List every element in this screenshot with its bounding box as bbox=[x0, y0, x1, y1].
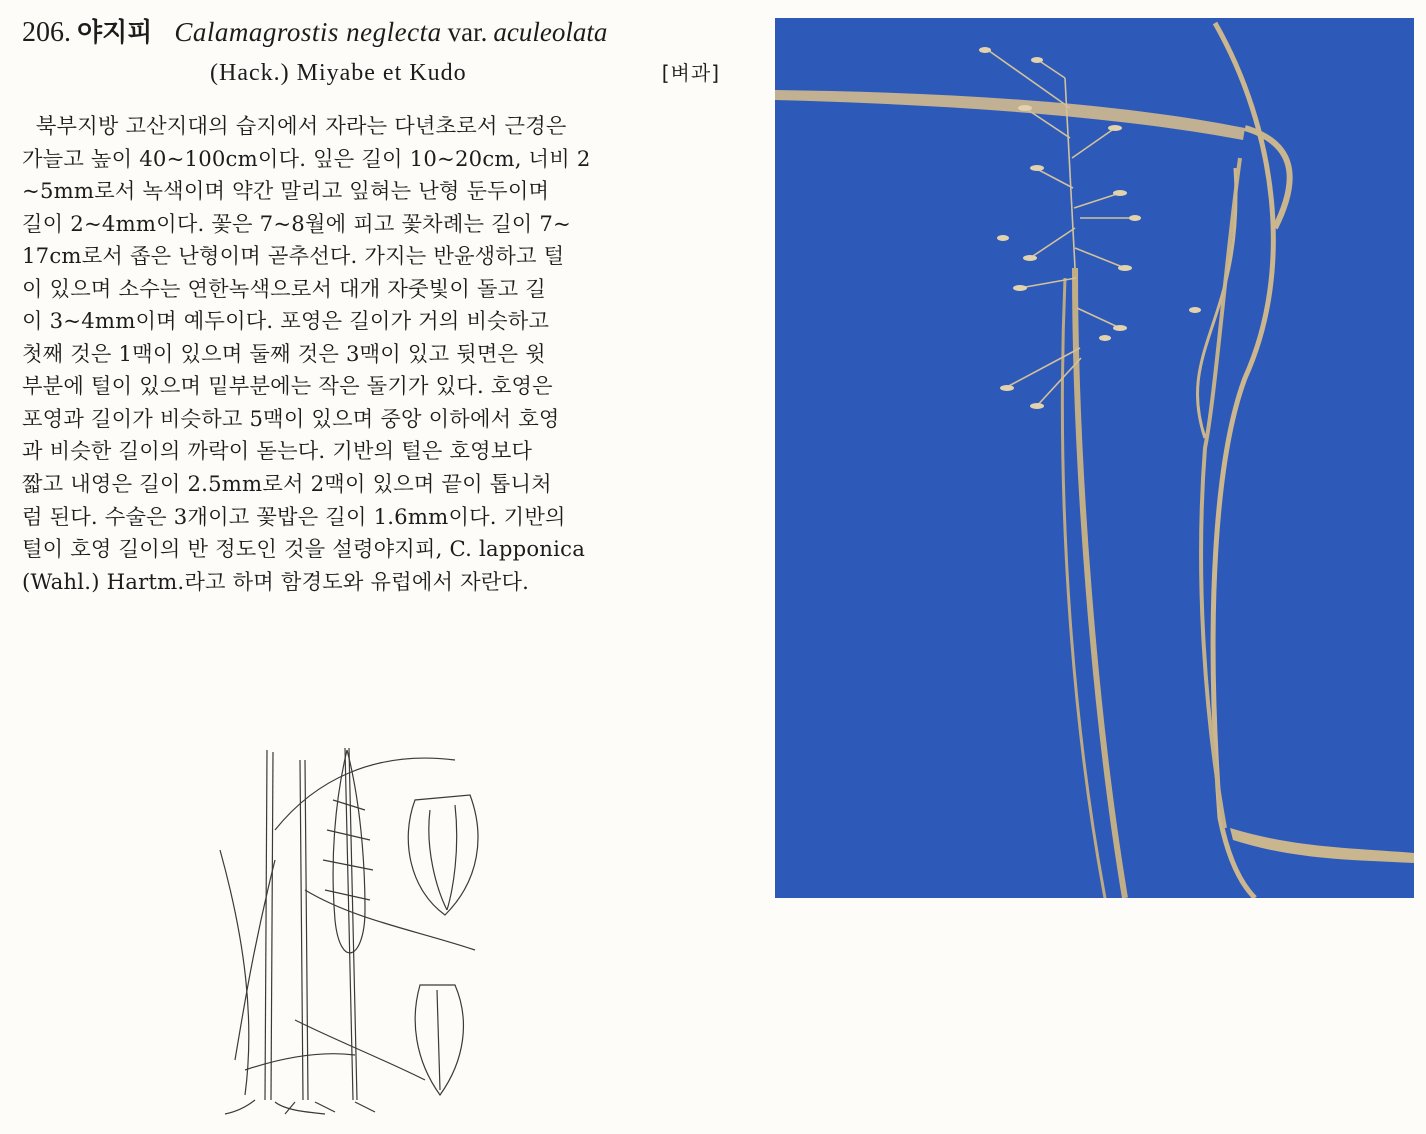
specimen-photo-image bbox=[775, 18, 1414, 898]
authority-line bbox=[210, 56, 720, 90]
description-line: 부분에 털이 있으며 밑부분에는 작은 돌기가 있다. 호영은 bbox=[22, 373, 553, 399]
description-line: ~5mm로서 녹색이며 약간 말리고 잎혀는 난형 둔두이며 bbox=[22, 178, 550, 204]
description-line: 럼 된다. 수술은 3개이고 꽃밥은 길이 1.6mm이다. 기반의 bbox=[22, 503, 566, 529]
description-line: 이 3~4mm이며 예두이다. 포영은 길이가 거의 비슷하고 bbox=[22, 308, 550, 334]
description-line: 첫째 것은 1맥이 있으며 둘째 것은 3맥이 있고 뒷면은 윗 bbox=[22, 340, 546, 366]
description bbox=[22, 110, 734, 598]
korean-name: 야지피 bbox=[77, 18, 153, 48]
description-line: 북부지방 고산지대의 습지에서 자라는 다년초로서 근경은 bbox=[22, 113, 567, 138]
family-name: [벼과] bbox=[661, 61, 720, 85]
species-number: 206. bbox=[22, 17, 71, 48]
botanical-illustration bbox=[215, 740, 495, 1115]
description-line: 길이 2~4mm이다. 꽃은 7~8월에 피고 꽃차례는 길이 7~ bbox=[22, 210, 571, 236]
description-line: 17cm로서 좁은 난형이며 곧추선다. 가지는 반윤생하고 털 bbox=[22, 243, 565, 269]
var-label: var. bbox=[447, 17, 488, 47]
description-line: 과 비슷한 길이의 까락이 돋는다. 기반의 털은 호영보다 bbox=[22, 438, 533, 464]
variety-name: aculeolata bbox=[493, 17, 608, 47]
description-line: 털이 호영 길이의 반 정도인 것을 설령야지피, C. lapponica bbox=[22, 536, 586, 562]
description-line: 짧고 내영은 길이 2.5mm로서 2맥이 있으며 끝이 톱니처 bbox=[22, 471, 552, 497]
title-line bbox=[22, 14, 722, 51]
description-line: 가늘고 높이 40~100cm이다. 잎은 길이 10~20cm, 너비 2 bbox=[22, 145, 591, 171]
scientific-name: Calamagrostis neglecta bbox=[174, 17, 442, 47]
description-line: (Wahl.) Hartm.라고 하며 함경도와 유럽에서 자란다. bbox=[22, 568, 530, 594]
authority: (Hack.) Miyabe et Kudo bbox=[210, 60, 467, 86]
botanical-illustration-image bbox=[215, 740, 495, 1115]
species-header bbox=[22, 14, 722, 86]
specimen-photo bbox=[775, 18, 1414, 898]
description-line: 포영과 길이가 비슷하고 5맥이 있으며 중앙 이하에서 호영 bbox=[22, 405, 560, 431]
description-line: 이 있으며 소수는 연한녹색으로서 대개 자줏빛이 돌고 길 bbox=[22, 275, 546, 301]
